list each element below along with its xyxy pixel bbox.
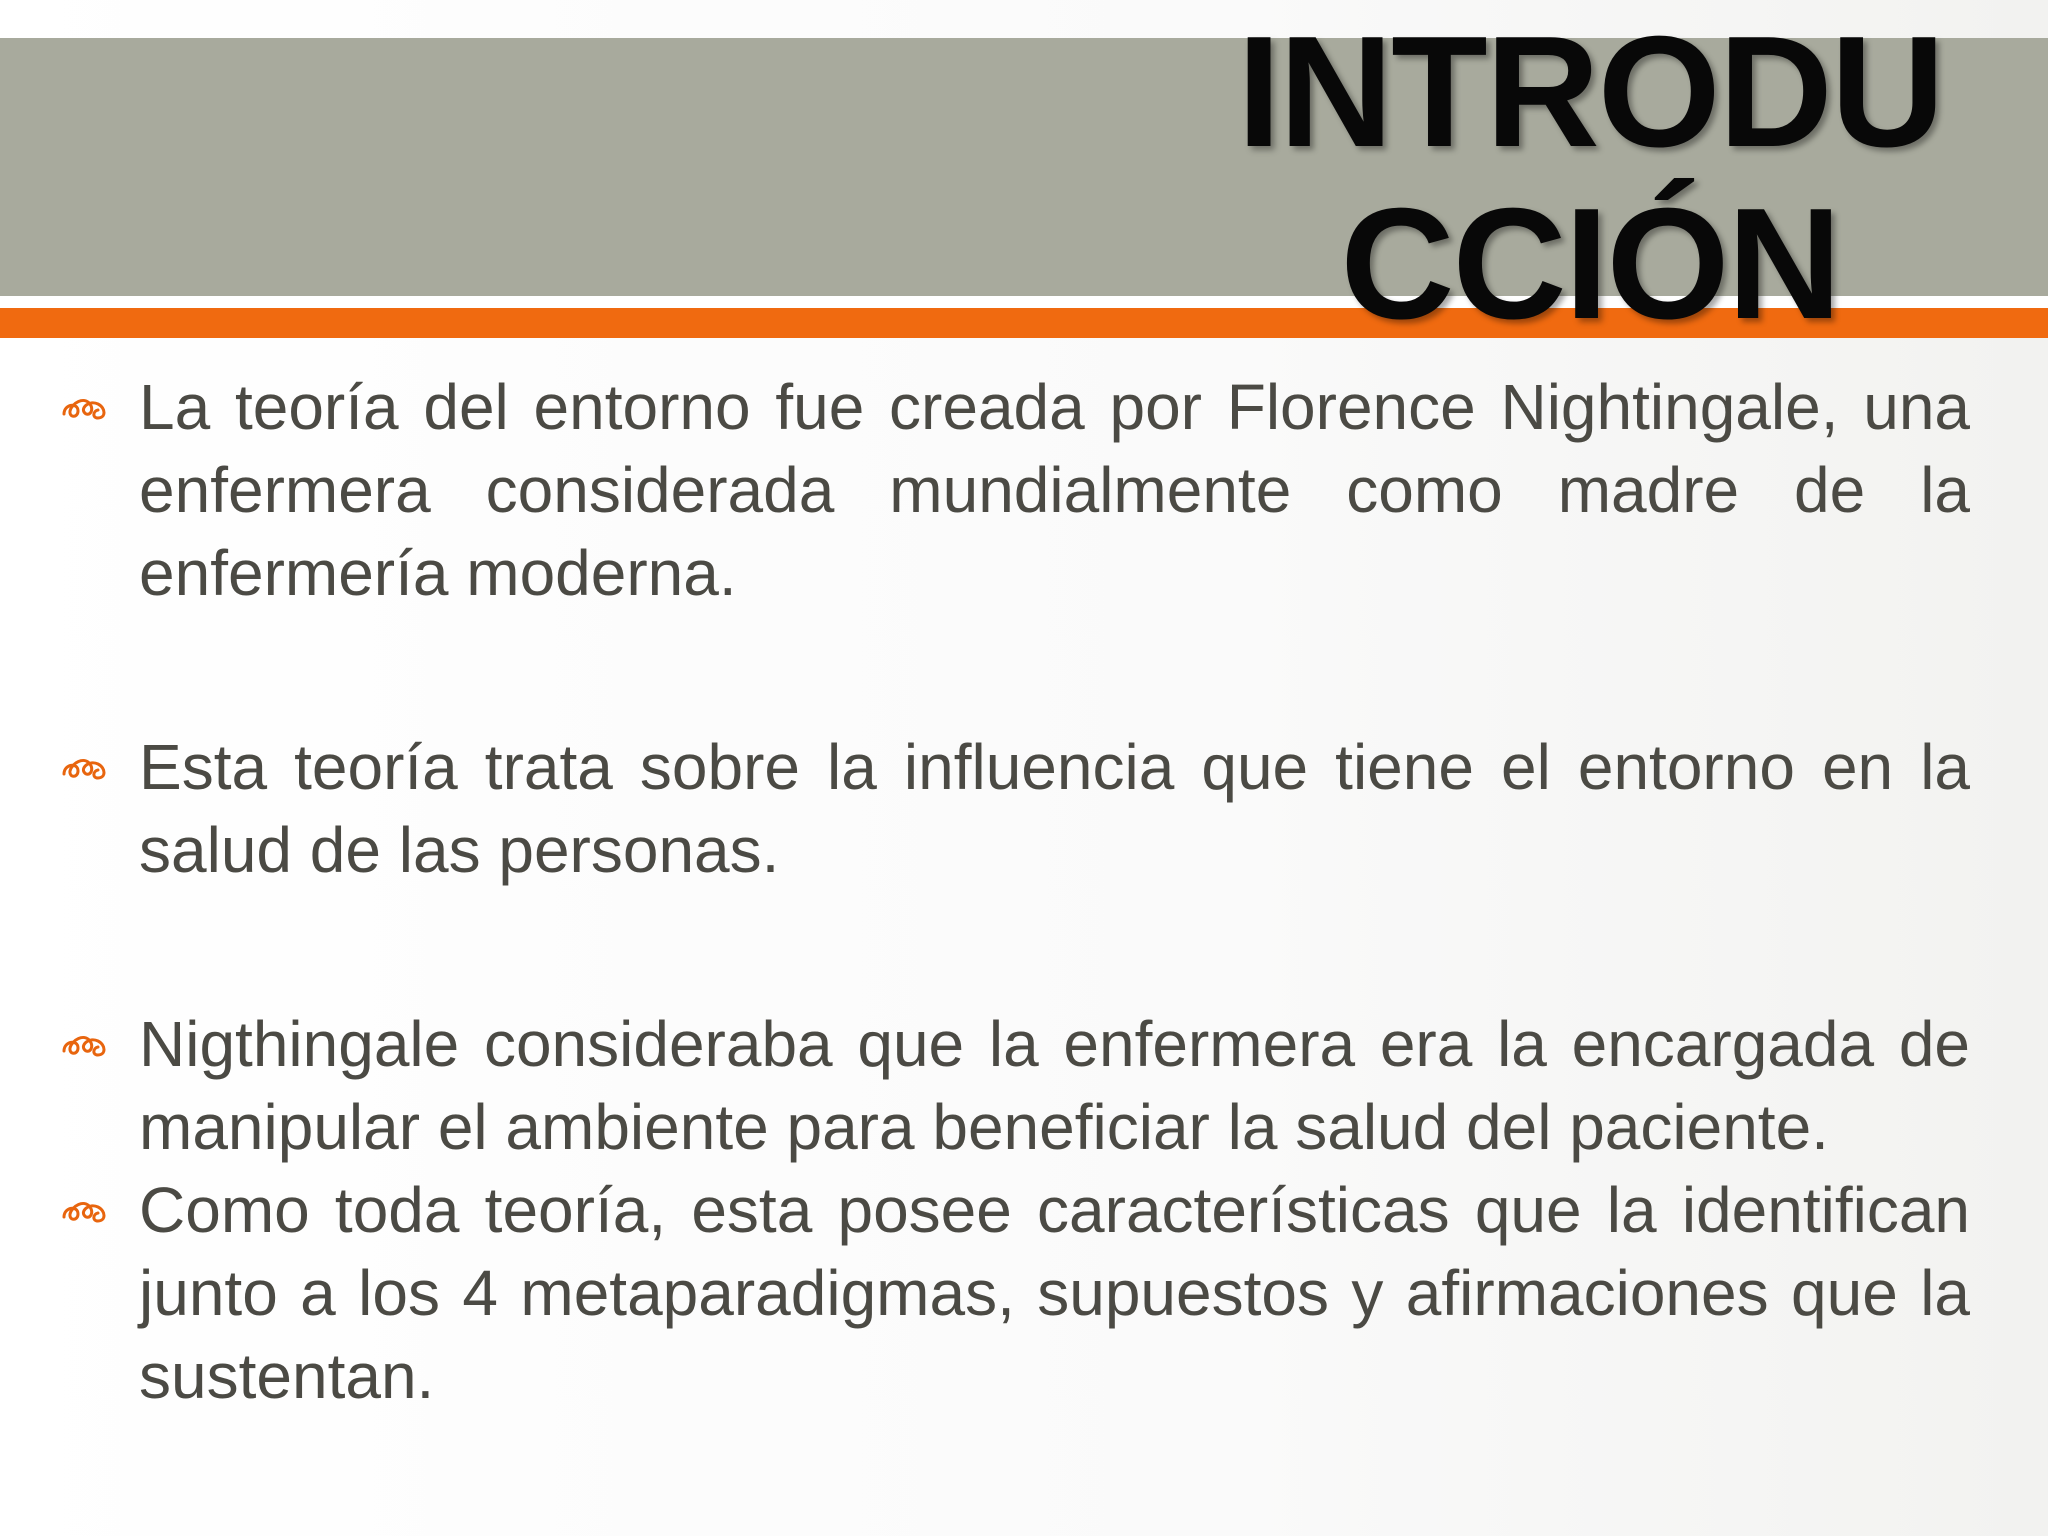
bullet-item-3 xyxy=(60,1003,1970,1169)
fleuron-icon xyxy=(60,1187,110,1227)
bullet-item-2 xyxy=(60,726,1970,892)
bullet-item-4 xyxy=(60,1169,1970,1418)
fleuron-icon xyxy=(60,744,110,784)
spacer xyxy=(60,615,1970,726)
slide-title xyxy=(1160,6,2020,350)
bullet-list xyxy=(60,366,1970,1418)
bullet-text-3: Nigthingale consideraba que la enfermera era la encargada de manipular el ambiente para beneficiar la salud del paciente. xyxy=(139,1008,1970,1163)
bullet-text-4: Como toda teoría, esta posee características que la identifican junto a los 4 metaparadigmas, supuestos y afirmaciones que la sustentan. xyxy=(139,1174,1970,1412)
spacer xyxy=(60,892,1970,1003)
bullet-item-1 xyxy=(60,366,1970,615)
bullet-text-1: La teoría del entorno fue creada por Florence Nightingale, una enfermera considerada mundialmente como madre de la enfermería moderna. xyxy=(139,371,1970,609)
fleuron-icon xyxy=(60,384,110,424)
slide-title-line-1: INTRODU xyxy=(1237,4,1943,180)
fleuron-icon xyxy=(60,1021,110,1061)
bullet-text-2: Esta teoría trata sobre la influencia que tiene el entorno en la salud de las personas. xyxy=(139,731,1970,886)
slide-title-line-2: CCIÓN xyxy=(1340,176,1840,352)
